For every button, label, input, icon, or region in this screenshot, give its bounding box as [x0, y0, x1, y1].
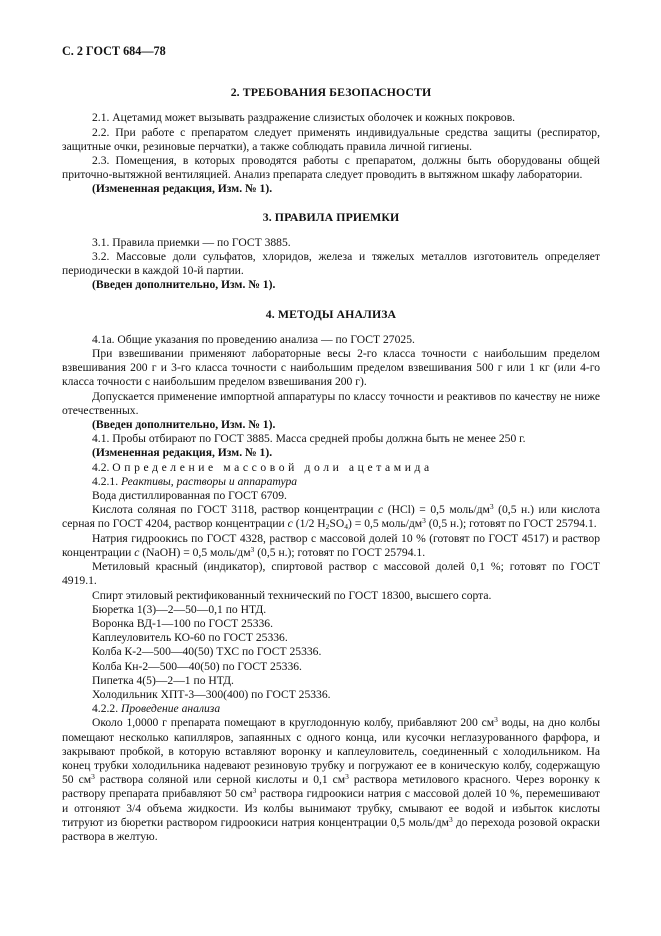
amendment-note: (Введен дополнительно, Изм. № 1).	[92, 278, 276, 292]
reagent-naoh: Натрия гидроокись по ГОСТ 4328, раствор с массовой долей 10 % (готовят по ГОСТ 4517) и раствор концентрации c (NaOH) = 0,5 моль/$дм^3$ (0,5 н.); готовят по ГОСТ 25794.1.	[62, 531, 600, 559]
clause-number: 4.2.1.	[92, 474, 119, 488]
paragraph-2-3: 2.3. Помещения, в которых проводятся работы с препаратом, должны быть оборудованы общей приточно-вытяжной вентиляцией. Анализ препарата следует проводить в вытяжном шкафу лаборатории.	[62, 154, 600, 182]
procedure-paragraph: Около 1,0000 г препарата помещают в круглодонную колбу, прибавляют 200 $см^3$ воды, на дно колбы помещают несколько капилляров, запаянных с одного конца, или кусочки неглазурованного фарфора, и закрывают пробкой, в которую вставляют воронку и каплеуловитель, соединенный с холодильником. На конец трубки холодильника надевают резиновую трубку и погружают ее в коническую колбу, содержащую 50 $см^3$ раствора соляной или серной кислоты и 0,1 $см^3$ раствора метилового красного. Через воронку к раствору препарата прибавляют 50 $см^3$ раствора гидроокиси натрия с массовой долей 10 %, перемешивают и отгоняют 3/4 объема жидкости. Из колбы вынимают трубку, смывают ее водой и избыток кислоты титруют из бюретки раствором гидроокиси натрия концентрации 0,5 моль/$дм^3$ до перехода розовой окраски раствора в желтую.	[62, 715, 601, 843]
paragraph-4-2-2	[62, 702, 600, 716]
reagent-water: Вода дистиллированная по ГОСТ 6709.	[92, 489, 287, 503]
paragraph-4-1a: 4.1а. Общие указания по проведению анализа — по ГОСТ 27025.	[92, 332, 415, 346]
equipment-item: Колба Кн-2—500—40(50) по ГОСТ 25336.	[92, 659, 302, 673]
document-page	[62, 44, 600, 844]
clause-number: 4.2.2.	[92, 702, 119, 716]
reagent-methyl-red: Метиловый красный (индикатор), спиртовой раствор с массовой долей 0,1 %; готовят по ГОСТ 4919.1.	[62, 560, 600, 588]
section-2-title: 2. ТРЕБОВАНИЯ БЕЗОПАСНОСТИ	[230, 85, 432, 100]
reagent-acids: Кислота соляная по ГОСТ 3118, раствор концентрации c (HCl) = 0,5 моль/$дм^3$ (0,5 н.) или кислота серная по ГОСТ 4204, раствор концентрации c (1/2 $H_2SO_4) = 0,5$ моль/$дм^3$ (0,5 н.); готовят по ГОСТ 25794.1.	[62, 502, 600, 532]
amendment-note: (Введен дополнительно, Изм. № 1).	[92, 418, 276, 432]
clause-number: 4.2.	[92, 460, 110, 474]
clause-title-italic: Реактивы, растворы и аппаратура	[121, 474, 298, 488]
equipment-item: Пипетка 4(5)—2—1 по НТД.	[92, 673, 234, 687]
paragraph-3-1: 3.1. Правила приемки — по ГОСТ 3885.	[92, 235, 291, 249]
amendment-note: (Измененная редакция, Изм. № 1).	[92, 446, 273, 460]
equipment-item: Воронка ВД-1—100 по ГОСТ 25336.	[92, 616, 273, 630]
clause-title-spaced: Определение массовой доли ацетамида	[112, 460, 433, 474]
equipment-item: Каплеуловитель КО-60 по ГОСТ 25336.	[92, 631, 288, 645]
paragraph-4-2-1	[62, 475, 600, 489]
paragraph-2-1: 2.1. Ацетамид может вызывать раздражение слизистых оболочек и кожных покровов.	[92, 111, 516, 125]
section-4-title: 4. МЕТОДЫ АНАЛИЗА	[265, 306, 397, 321]
clause-title-italic: Проведение анализа	[121, 702, 221, 716]
equipment-item: Холодильник ХПТ-3—300(400) по ГОСТ 25336.	[92, 687, 331, 701]
section-3-title: 3. ПРАВИЛА ПРИЕМКИ	[262, 209, 400, 224]
equipment-item: Колба К-2—500—40(50) ТХС по ГОСТ 25336.	[92, 645, 322, 659]
paragraph-4-2	[62, 461, 600, 475]
paragraph-2-2: 2.2. При работе с препаратом следует применять индивидуальные средства защиты (респиратор, защитные очки, резиновые перчатки), а также соблюдать правила личной гигиены.	[62, 125, 600, 153]
paragraph-3-2: 3.2. Массовые доли сульфатов, хлоридов, железа и тяжелых металлов изготовитель определяет периодически в каждой 10-й партии.	[62, 250, 600, 278]
equipment-item: Бюретка 1(3)—2—50—0,1 по НТД.	[92, 602, 267, 616]
paragraph-import: Допускается применение импортной аппаратуры по классу точности и реактивов по качеству не ниже отечественных.	[62, 389, 600, 417]
amendment-note: (Измененная редакция, Изм. № 1).	[92, 182, 273, 196]
equipment-item: Спирт этиловый ректификованный технический по ГОСТ 18300, высшего сорта.	[92, 588, 492, 602]
paragraph-weighing: При взвешивании применяют лабораторные весы 2-го класса точности с наибольшим пределом взвешивания 200 г и 3-го класса точности с наибольшим пределом взвешивания 500 г или 1 кг (или 4-го класса точности с наибольшим пределом взвешивания 200 г).	[62, 347, 600, 389]
paragraph-4-1: 4.1. Пробы отбирают по ГОСТ 3885. Масса средней пробы должна быть не менее 250 г.	[92, 432, 526, 446]
page-header: С. 2 ГОСТ 684—78	[62, 44, 166, 58]
